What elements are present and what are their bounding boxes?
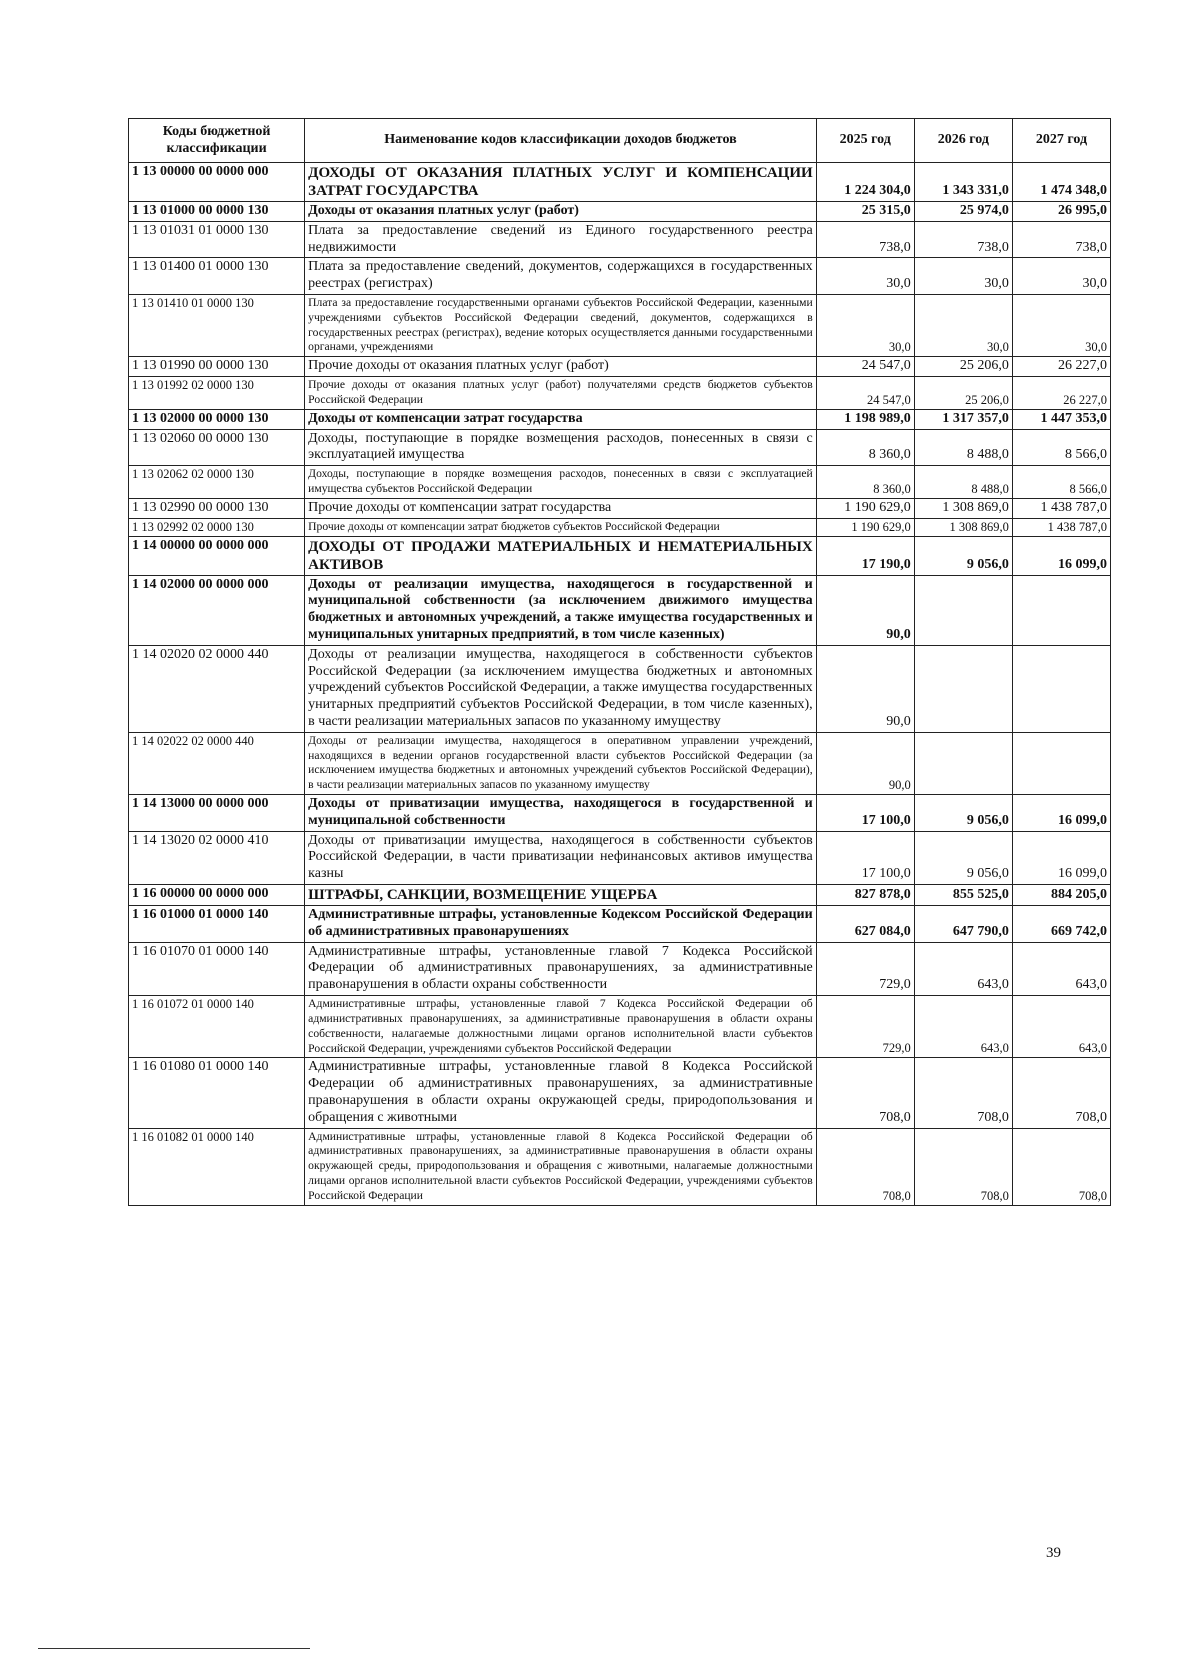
name-cell: Плата за предоставление государственными органами субъектов Российской Федерации, казенными учреждениями субъектов Российской Федерации сведений, документов, содержащихся в государственных реестрах (регистрах), ведение которых осуществляется данными государственными органами, учреждениями	[305, 294, 817, 356]
value-2027-cell: 643,0	[1012, 996, 1110, 1058]
value-2025-cell: 1 190 629,0	[816, 498, 914, 518]
table-row	[129, 575, 1111, 645]
table-row	[129, 1128, 1111, 1205]
header-2026: 2026 год	[914, 119, 1012, 163]
value-2026-cell	[914, 645, 1012, 732]
value-2027-cell: 643,0	[1012, 942, 1110, 995]
value-2026-cell: 25 206,0	[914, 357, 1012, 377]
value-2026-cell	[914, 575, 1012, 645]
value-2026-cell: 9 056,0	[914, 536, 1012, 575]
name-cell: Доходы от приватизации имущества, находящегося в государственной и муниципальной собственности	[305, 795, 817, 832]
value-2027-cell: 30,0	[1012, 258, 1110, 295]
value-2025-cell: 90,0	[816, 645, 914, 732]
value-2027-cell: 26 995,0	[1012, 202, 1110, 222]
value-2026-cell: 855 525,0	[914, 885, 1012, 906]
table-row	[129, 831, 1111, 884]
value-2026-cell: 30,0	[914, 258, 1012, 295]
table-row	[129, 163, 1111, 202]
value-2027-cell: 884 205,0	[1012, 885, 1110, 906]
table-row	[129, 732, 1111, 794]
value-2027-cell: 8 566,0	[1012, 466, 1110, 499]
value-2026-cell: 25 206,0	[914, 377, 1012, 410]
value-2026-cell: 647 790,0	[914, 906, 1012, 943]
table-body	[129, 163, 1111, 1206]
name-cell: Доходы от реализации имущества, находящегося в оперативном управлении учреждений, находящихся в ведении органов государственной власти субъектов Российской Федерации (за исключением имущества бюджетных и автономных учреждений субъектов Российской Федерации), в части реализации материальных запасов по указанному имуществу	[305, 732, 817, 794]
name-cell: Доходы, поступающие в порядке возмещения расходов, понесенных в связи с эксплуатацией имущества субъектов Российской Федерации	[305, 466, 817, 499]
table-row	[129, 357, 1111, 377]
value-2027-cell	[1012, 645, 1110, 732]
name-cell: Доходы от реализации имущества, находящегося в государственной и муниципальной собственности (за исключением движимого имущества бюджетных и автономных учреждений, а также имущества государственных и муниципальных унитарных предприятий, в том числе казенных)	[305, 575, 817, 645]
code-cell: 1 14 02020 02 0000 440	[129, 645, 305, 732]
code-cell: 1 13 01000 00 0000 130	[129, 202, 305, 222]
value-2027-cell: 26 227,0	[1012, 357, 1110, 377]
value-2027-cell: 738,0	[1012, 221, 1110, 258]
code-cell: 1 14 00000 00 0000 000	[129, 536, 305, 575]
value-2027-cell: 16 099,0	[1012, 831, 1110, 884]
value-2026-cell: 1 308 869,0	[914, 498, 1012, 518]
value-2027-cell: 1 447 353,0	[1012, 409, 1110, 429]
value-2027-cell: 30,0	[1012, 294, 1110, 356]
code-cell: 1 13 02000 00 0000 130	[129, 409, 305, 429]
value-2025-cell: 1 190 629,0	[816, 518, 914, 536]
value-2025-cell: 17 100,0	[816, 795, 914, 832]
header-code: Коды бюджетной классификации	[129, 119, 305, 163]
name-cell: Прочие доходы от оказания платных услуг (работ) получателями средств бюджетов субъектов Российской Федерации	[305, 377, 817, 410]
value-2025-cell: 90,0	[816, 732, 914, 794]
value-2025-cell: 24 547,0	[816, 377, 914, 410]
name-cell: ДОХОДЫ ОТ ПРОДАЖИ МАТЕРИАЛЬНЫХ И НЕМАТЕРИАЛЬНЫХ АКТИВОВ	[305, 536, 817, 575]
table-row	[129, 221, 1111, 258]
value-2025-cell: 708,0	[816, 1058, 914, 1128]
name-cell: Доходы от реализации имущества, находящегося в собственности субъектов Российской Федерации (за исключением имущества бюджетных и автономных учреждений субъектов Российской Федерации, а также имущества государственных унитарных предприятий субъектов Российской Федерации, в том числе казенных), в части реализации материальных запасов по указанному имуществу	[305, 645, 817, 732]
value-2026-cell: 25 974,0	[914, 202, 1012, 222]
value-2025-cell: 90,0	[816, 575, 914, 645]
value-2027-cell: 26 227,0	[1012, 377, 1110, 410]
code-cell: 1 13 01992 02 0000 130	[129, 377, 305, 410]
value-2027-cell	[1012, 732, 1110, 794]
table-row	[129, 536, 1111, 575]
code-cell: 1 16 01070 01 0000 140	[129, 942, 305, 995]
value-2027-cell	[1012, 575, 1110, 645]
value-2027-cell: 8 566,0	[1012, 429, 1110, 466]
code-cell: 1 14 02000 00 0000 000	[129, 575, 305, 645]
table-row	[129, 429, 1111, 466]
table-row	[129, 906, 1111, 943]
name-cell: Плата за предоставление сведений из Единого государственного реестра недвижимости	[305, 221, 817, 258]
value-2027-cell: 669 742,0	[1012, 906, 1110, 943]
value-2026-cell: 708,0	[914, 1128, 1012, 1205]
code-cell: 1 16 01072 01 0000 140	[129, 996, 305, 1058]
table-row	[129, 518, 1111, 536]
name-cell: Административные штрафы, установленные Кодексом Российской Федерации об административных правонарушениях	[305, 906, 817, 943]
value-2026-cell: 1 317 357,0	[914, 409, 1012, 429]
value-2025-cell: 17 190,0	[816, 536, 914, 575]
value-2025-cell: 8 360,0	[816, 466, 914, 499]
name-cell: Доходы от приватизации имущества, находящегося в собственности субъектов Российской Федерации, в части приватизации нефинансовых активов имущества казны	[305, 831, 817, 884]
value-2025-cell: 1 198 989,0	[816, 409, 914, 429]
value-2026-cell: 1 343 331,0	[914, 163, 1012, 202]
value-2027-cell: 1 438 787,0	[1012, 498, 1110, 518]
value-2026-cell: 738,0	[914, 221, 1012, 258]
header-2027: 2027 год	[1012, 119, 1110, 163]
name-cell: Прочие доходы от оказания платных услуг (работ)	[305, 357, 817, 377]
value-2025-cell: 729,0	[816, 942, 914, 995]
value-2025-cell: 30,0	[816, 294, 914, 356]
value-2025-cell: 17 100,0	[816, 831, 914, 884]
table-row	[129, 258, 1111, 295]
value-2027-cell: 1 438 787,0	[1012, 518, 1110, 536]
name-cell: Доходы от компенсации затрат государства	[305, 409, 817, 429]
name-cell: Доходы, поступающие в порядке возмещения расходов, понесенных в связи с эксплуатацией имущества	[305, 429, 817, 466]
table-row	[129, 377, 1111, 410]
table-row	[129, 202, 1111, 222]
code-cell: 1 16 01000 01 0000 140	[129, 906, 305, 943]
value-2025-cell: 8 360,0	[816, 429, 914, 466]
code-cell: 1 16 00000 00 0000 000	[129, 885, 305, 906]
value-2025-cell: 25 315,0	[816, 202, 914, 222]
value-2025-cell: 729,0	[816, 996, 914, 1058]
code-cell: 1 13 02062 02 0000 130	[129, 466, 305, 499]
value-2026-cell: 9 056,0	[914, 831, 1012, 884]
table-row	[129, 996, 1111, 1058]
page-number: 39	[1046, 1545, 1061, 1561]
name-cell: Плата за предоставление сведений, документов, содержащихся в государственных реестрах (регистрах)	[305, 258, 817, 295]
name-cell: ШТРАФЫ, САНКЦИИ, ВОЗМЕЩЕНИЕ УЩЕРБА	[305, 885, 817, 906]
budget-revenue-table	[128, 118, 1111, 1206]
code-cell: 1 13 01031 01 0000 130	[129, 221, 305, 258]
value-2025-cell: 738,0	[816, 221, 914, 258]
value-2026-cell: 643,0	[914, 942, 1012, 995]
table-row	[129, 409, 1111, 429]
header-2025: 2025 год	[816, 119, 914, 163]
code-cell: 1 16 01082 01 0000 140	[129, 1128, 305, 1205]
code-cell: 1 14 02022 02 0000 440	[129, 732, 305, 794]
name-cell: Прочие доходы от компенсации затрат государства	[305, 498, 817, 518]
value-2025-cell: 30,0	[816, 258, 914, 295]
footer-divider	[38, 1648, 310, 1649]
name-cell: Доходы от оказания платных услуг (работ)	[305, 202, 817, 222]
value-2026-cell: 30,0	[914, 294, 1012, 356]
value-2025-cell: 627 084,0	[816, 906, 914, 943]
value-2026-cell: 8 488,0	[914, 429, 1012, 466]
code-cell: 1 13 01410 01 0000 130	[129, 294, 305, 356]
code-cell: 1 14 13020 02 0000 410	[129, 831, 305, 884]
value-2027-cell: 708,0	[1012, 1058, 1110, 1128]
value-2027-cell: 1 474 348,0	[1012, 163, 1110, 202]
table-row	[129, 645, 1111, 732]
value-2026-cell: 708,0	[914, 1058, 1012, 1128]
code-cell: 1 16 01080 01 0000 140	[129, 1058, 305, 1128]
code-cell: 1 13 02990 00 0000 130	[129, 498, 305, 518]
value-2025-cell: 708,0	[816, 1128, 914, 1205]
value-2026-cell: 9 056,0	[914, 795, 1012, 832]
code-cell: 1 13 01990 00 0000 130	[129, 357, 305, 377]
name-cell: Прочие доходы от компенсации затрат бюджетов субъектов Российской Федерации	[305, 518, 817, 536]
value-2026-cell: 1 308 869,0	[914, 518, 1012, 536]
value-2025-cell: 827 878,0	[816, 885, 914, 906]
name-cell: ДОХОДЫ ОТ ОКАЗАНИЯ ПЛАТНЫХ УСЛУГ И КОМПЕНСАЦИИ ЗАТРАТ ГОСУДАРСТВА	[305, 163, 817, 202]
value-2027-cell: 16 099,0	[1012, 536, 1110, 575]
code-cell: 1 13 02060 00 0000 130	[129, 429, 305, 466]
code-cell: 1 13 02992 02 0000 130	[129, 518, 305, 536]
value-2026-cell: 643,0	[914, 996, 1012, 1058]
table-row	[129, 942, 1111, 995]
name-cell: Административные штрафы, установленные главой 7 Кодекса Российской Федерации об административных правонарушениях, за административные правонарушения в области охраны собственности, налагаемые должностными лицами органов исполнительной власти субъектов Российской Федерации, учреждениями субъектов Российской Федерации	[305, 996, 817, 1058]
table-row	[129, 885, 1111, 906]
name-cell: Административные штрафы, установленные главой 8 Кодекса Российской Федерации об административных правонарушениях, за административные правонарушения в области охраны окружающей среды, природопользования и обращения с животными	[305, 1058, 817, 1128]
name-cell: Административные штрафы, установленные главой 8 Кодекса Российской Федерации об административных правонарушениях, за административные правонарушения в области охраны окружающей среды, природопользования и обращения с животными, налагаемые должностными лицами органов исполнительной власти субъектов Российской Федерации, учреждениями субъектов Российской Федерации	[305, 1128, 817, 1205]
name-cell: Административные штрафы, установленные главой 7 Кодекса Российской Федерации об административных правонарушениях, за административные правонарушения в области охраны собственности	[305, 942, 817, 995]
code-cell: 1 14 13000 00 0000 000	[129, 795, 305, 832]
code-cell: 1 13 01400 01 0000 130	[129, 258, 305, 295]
table-row	[129, 795, 1111, 832]
value-2025-cell: 24 547,0	[816, 357, 914, 377]
table-row	[129, 498, 1111, 518]
table-row	[129, 294, 1111, 356]
table-row	[129, 466, 1111, 499]
header-name: Наименование кодов классификации доходов бюджетов	[305, 119, 817, 163]
table-header-row	[129, 119, 1111, 163]
code-cell: 1 13 00000 00 0000 000	[129, 163, 305, 202]
value-2027-cell: 16 099,0	[1012, 795, 1110, 832]
value-2026-cell	[914, 732, 1012, 794]
value-2025-cell: 1 224 304,0	[816, 163, 914, 202]
table-row	[129, 1058, 1111, 1128]
value-2026-cell: 8 488,0	[914, 466, 1012, 499]
value-2027-cell: 708,0	[1012, 1128, 1110, 1205]
